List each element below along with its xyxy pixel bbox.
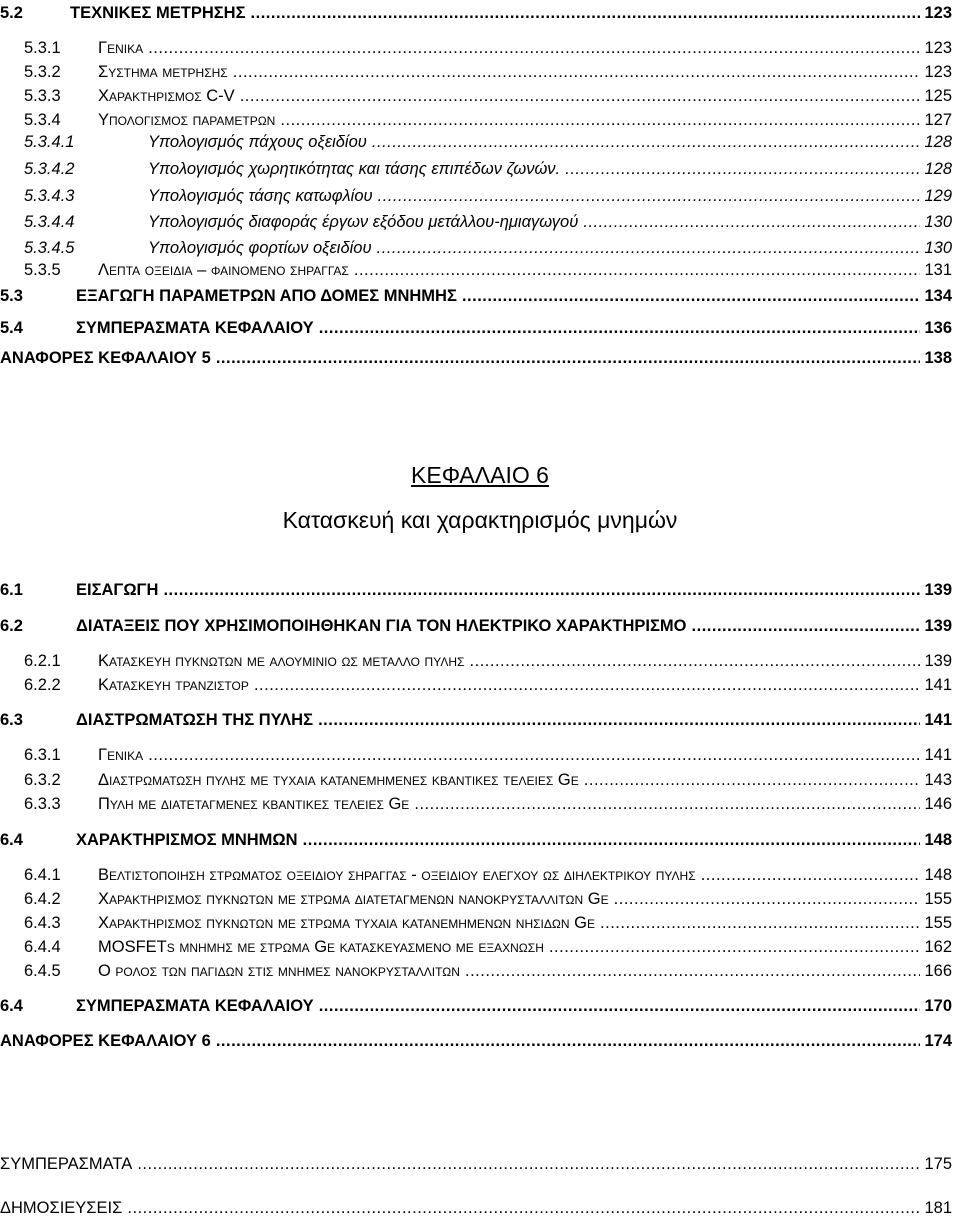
toc-entry[interactable] [0,707,960,733]
toc-title: ΑΝΑΦΟΡΕΣ ΚΕΦΑΛΑΙΟΥ 6 ..... [0,1028,920,1054]
toc-page: 148 [921,827,952,853]
toc-entry[interactable] [0,886,960,912]
toc-page: 128 [921,156,952,182]
toc-number: 5.3.4.2 [24,160,75,178]
toc-entry[interactable] [0,862,960,888]
toc-page: 138 [921,345,952,371]
toc-title: Υπολογισμός τάσης κατωφλίου ..... [148,183,920,209]
toc-entry[interactable] [0,345,960,371]
toc-entry[interactable] [0,129,960,155]
toc-title: ΤΕΧΝΙΚΕΣ ΜΕΤΡΗΣΗΣ ..... [70,0,920,26]
toc-number: 5.3.4.4 [24,213,75,231]
toc-number: 6.2.2 [24,676,61,694]
toc-number: 6.3.2 [24,771,61,789]
toc-title: ΑΝΑΦΟΡΕΣ ΚΕΦΑΛΑΙΟΥ 5 ..... [0,345,920,371]
toc-title: Βελτιστοποιηση στρωματοσ οξειδιου σηραγγασ - οξειδιου ελεγχου ωσ διηλεκτρικου πυλησ ..... [98,862,920,888]
toc-number: 5.3.4.5 [24,239,75,257]
toc-number: 5.3.1 [24,39,61,57]
toc-entry[interactable] [0,993,960,1019]
toc-number: 5.2 [0,4,23,22]
toc-entry[interactable] [0,83,960,109]
toc-title: ΕΙΣΑΓΩΓΗ ..... [76,577,920,603]
toc-number: 6.4.1 [24,866,61,884]
chapter-number: ΚΕΦΑΛΑΙΟ 6 [411,462,549,488]
toc-number: 6.2 [0,617,23,635]
toc-page: 123 [921,0,952,26]
toc-entry[interactable] [0,1151,960,1177]
toc-title: Υπολογισμός φορτίων οξειδίου ..... [148,235,920,261]
toc-title: Χαρακτηρισμοσ C-V ..... [98,83,920,109]
toc-title: Γενικα ..... [98,35,920,61]
toc-page: 130 [921,209,952,235]
toc-entry[interactable] [0,742,960,768]
toc-title: Συστημα μετρησησ ..... [98,59,920,85]
toc-page: 139 [921,613,952,639]
toc-entry[interactable] [0,672,960,698]
toc-number: 6.3.3 [24,795,61,813]
toc-entry[interactable] [0,910,960,936]
toc-number: 6.3 [0,711,23,729]
toc-page: 141 [921,742,952,768]
toc-entry[interactable] [0,958,960,984]
toc-entry[interactable] [0,315,960,341]
toc-number: 5.3.4.3 [24,187,75,205]
toc-number: 6.2.1 [24,652,61,670]
toc-entry[interactable] [0,257,960,283]
toc-entry[interactable] [0,827,960,853]
toc-number: 6.4 [0,997,23,1015]
toc-page: 141 [921,707,952,733]
toc-page: 166 [921,958,952,984]
toc-page: 125 [921,83,952,109]
toc-entry[interactable] [0,156,960,182]
toc-page: 129 [921,183,952,209]
toc-entry[interactable] [0,934,960,960]
toc-entry[interactable] [0,577,960,603]
toc-number: 6.1 [0,581,23,599]
toc-title: Χαρακτηρισμοσ πυκνωτων με στρωμα διατεταγμενων νανοκρυσταλλιτων Ge ..... [98,886,920,912]
toc-title: Υπολογισμός πάχους οξειδίου ..... [148,129,920,155]
toc-title: ΔΙΑΤΑΞΕΙΣ ΠΟΥ ΧΡΗΣΙΜΟΠΟΙΗΘΗΚΑΝ ΓΙΑ ΤΟΝ ΗΛΕΚΤΡΙΚΟ ΧΑΡΑΚΤΗΡΙΣΜΟ ..... [76,613,920,639]
toc-page: 162 [921,934,952,960]
toc-entry[interactable] [0,35,960,61]
toc-number: 5.3.5 [24,261,61,279]
toc-entry[interactable] [0,0,960,26]
toc-title: Πυλη με διατεταγμενεσ κβαντικεσ τελειεσ Ge ..... [98,791,920,817]
toc-title: ΧΑΡΑΚΤΗΡΙΣΜΟΣ ΜΝΗΜΩΝ ..... [76,827,920,853]
toc-page: 155 [921,910,952,936]
toc-page: 170 [921,993,952,1019]
toc-title: ΣΥΜΠΕΡΑΣΜΑΤΑ ΚΕΦΑΛΑΙΟΥ ..... [76,315,920,341]
toc-title: Γενικα ..... [98,742,920,768]
toc-title: Λεπτα οξειδια – φαινομενο σηραγγασ ..... [98,257,920,283]
toc-number: 5.3.4.1 [24,133,75,151]
toc-number: 6.3.1 [24,746,61,764]
toc-entry[interactable] [0,209,960,235]
toc-page: 148 [921,862,952,888]
toc-page: 155 [921,886,952,912]
toc-entry[interactable] [0,791,960,817]
toc-number: 5.3.2 [24,63,61,81]
toc-page: 143 [921,767,952,793]
toc-title: Χαρακτηρισμοσ πυκνωτων με στρωμα τυχαια κατανεμημενων νησιδων Ge ..... [98,910,920,936]
toc-page: 141 [921,672,952,698]
toc-page: 139 [921,648,952,674]
toc-title: ΔΗΜΟΣΙΕΥΣΕΙΣ ..... [0,1195,920,1221]
toc-entry[interactable] [0,613,960,639]
toc-page: 136 [921,315,952,341]
toc-title: Υπολογισμός διαφοράς έργων εξόδου μετάλλου-ημιαγωγού ..... [148,209,920,235]
toc-title: ΣΥΜΠΕΡΑΣΜΑΤΑ ..... [0,1151,920,1177]
toc-number: 5.3 [0,287,23,305]
toc-number: 5.3.4 [24,111,61,129]
toc-page: 130 [921,235,952,261]
toc-page: 175 [924,1151,952,1177]
toc-entry[interactable] [0,283,960,309]
toc-title: ΔΙΑΣΤΡΩΜΑΤΩΣΗ ΤΗΣ ΠΥΛΗΣ ..... [76,707,920,733]
toc-number: 6.4.4 [24,938,61,956]
toc-page: 134 [921,283,952,309]
toc-title: Ο ρολοσ των παγιδων στισ μνημεσ νανοκρυσταλλιτων ..... [98,958,920,984]
toc-page: 123 [921,35,952,61]
toc-entry[interactable] [0,183,960,209]
toc-number: 6.4.5 [24,962,61,980]
toc-number: 6.4.2 [24,890,61,908]
chapter-title: Κατασκευή και χαρακτηρισμός μνημών [282,507,678,533]
toc-page: 127 [921,107,952,133]
toc-page: 146 [921,791,952,817]
toc-page: 174 [921,1028,952,1054]
toc-entry[interactable] [0,648,960,674]
toc-number: 5.4 [0,319,23,337]
toc-title: Διαστρωματωση πυλησ με τυχαια κατανεμημενεσ κβαντικεσ τελειεσ Ge ..... [98,767,920,793]
toc-page: 131 [921,257,952,283]
toc-number: 6.4 [0,831,23,849]
toc-entry[interactable] [0,59,960,85]
toc-title: Κατασκευη τρανζιστορ ..... [98,672,920,698]
toc-number: 5.3.3 [24,87,61,105]
toc-title: Υπολογισμοσ παραμετρων ..... [98,107,920,133]
toc-title: Υπολογισμός χωρητικότητας και τάσης επιπέδων ζωνών. ..... [148,156,920,182]
toc-title: MOSFETs μνημησ με στρωμα Ge κατασκευασμενο με εξαχνωση ..... [98,934,920,960]
toc-entry[interactable] [0,1028,960,1054]
toc-page: 123 [921,59,952,85]
toc-page: 139 [921,577,952,603]
toc-entry[interactable] [0,767,960,793]
toc-entry[interactable] [0,1195,960,1221]
toc-page: 181 [924,1195,952,1221]
toc-number: 6.4.3 [24,914,61,932]
toc-title: ΣΥΜΠΕΡΑΣΜΑΤΑ ΚΕΦΑΛΑΙΟΥ ..... [76,993,920,1019]
toc-page: 128 [921,129,952,155]
toc-title: Κατασκευη πυκνωτων με αλουμινιο ωσ μεταλλο πυλησ ..... [98,648,920,674]
toc-title: ΕΞΑΓΩΓΗ ΠΑΡΑΜΕΤΡΩΝ ΑΠΟ ΔΟΜΕΣ ΜΝΗΜΗΣ ..... [76,283,920,309]
